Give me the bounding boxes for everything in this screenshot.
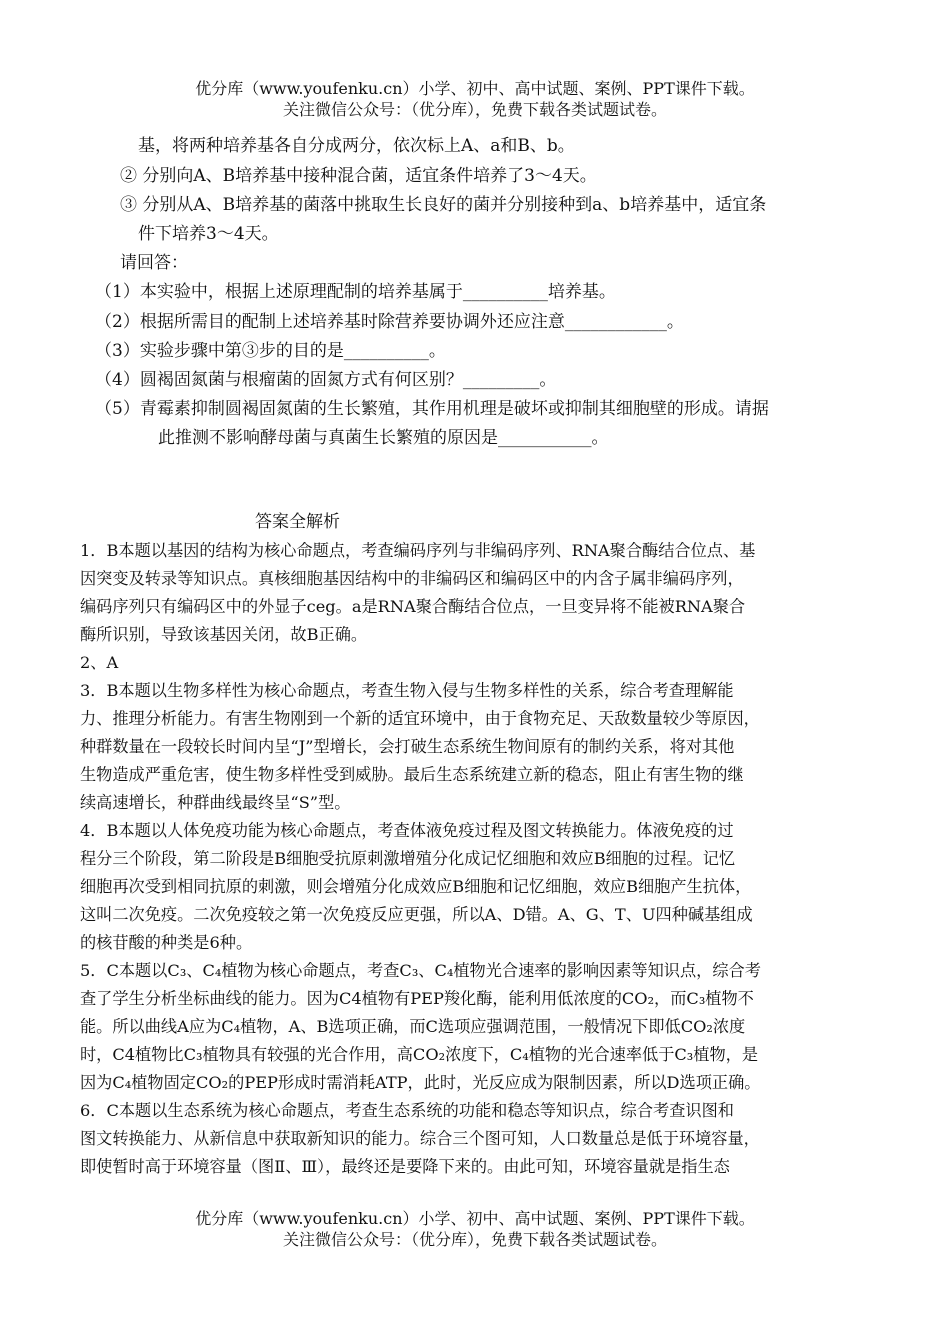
answer-line: 种群数量在一段较长时间内呈“J”型增长，会打破生态系统生物间原有的制约关系，将对其他 <box>80 737 735 756</box>
answer-line: 的核苷酸的种类是6种。 <box>80 933 253 952</box>
question-item-4: （4）圆褐固氮菌与根瘤菌的固氮方式有何区别？_________。 <box>95 370 557 390</box>
answer-line: 因为C₄植物固定CO₂的PEP形成时需消耗ATP，此时，光反应成为限制因素，所以D选项正确。 <box>80 1073 761 1092</box>
answer-line: 这叫二次免疫。二次免疫较之第一次免疫反应更强，所以A、D错。A、G、T、U四种碱基组成 <box>80 905 753 924</box>
footer-line-1: 优分库（www.youfenku.cn）小学、初中、高中试题、案例、PPT课件下载。 <box>195 1209 755 1228</box>
question-line: 此推测不影响酵母菌与真菌生长繁殖的原因是___________。 <box>158 428 609 448</box>
answers-title: 答案全解析 <box>255 512 340 532</box>
answer-line: 4．B本题以人体免疫功能为核心命题点，考查体液免疫过程及图文转换能力。体液免疫的过 <box>80 821 734 840</box>
question-item-2: （2）根据所需目的配制上述培养基时除营养要协调外还应注意____________。 <box>95 312 684 332</box>
answer-line: 1．B本题以基因的结构为核心命题点，考查编码序列与非编码序列、RNA聚合酶结合位点、基 <box>80 541 756 560</box>
header-line-1: 优分库（www.youfenku.cn）小学、初中、高中试题、案例、PPT课件下载。 <box>195 79 755 98</box>
answer-line: 2、A <box>80 653 119 672</box>
question-step-3: ③ 分别从A、B培养基的菌落中挑取生长良好的菌并分别接种到a、b培养基中，适宜条 <box>120 195 767 215</box>
answer-line: 细胞再次受到相同抗原的刺激，则会增殖分化成效应B细胞和记忆细胞，效应B细胞产生抗体， <box>80 877 752 896</box>
answer-line: 程分三个阶段，第二阶段是B细胞受抗原刺激增殖分化成记忆细胞和效应B细胞的过程。记忆 <box>80 849 736 868</box>
answer-line: 图文转换能力、从新信息中获取新知识的能力。综合三个图可知，人口数量总是低于环境容量， <box>80 1129 760 1148</box>
answer-line: 3．B本题以生物多样性为核心命题点，考查生物入侵与生物多样性的关系，综合考查理解能 <box>80 681 734 700</box>
question-prompt: 请回答： <box>120 253 188 273</box>
footer-line-2: 关注微信公众号：（优分库），免费下载各类试题试卷。 <box>282 1230 667 1249</box>
answer-line: 6．C本题以生态系统为核心命题点，考查生态系统的功能和稳态等知识点，综合考查识图和 <box>80 1101 734 1120</box>
question-item-5: （5）青霉素抑制圆褐固氮菌的生长繁殖，其作用机理是破坏或抑制其细胞壁的形成。请据 <box>95 399 769 419</box>
answer-line: 生物造成严重危害，使生物多样性受到威胁。最后生态系统建立新的稳态，阻止有害生物的继 <box>80 765 744 784</box>
answer-line: 因突变及转录等知识点。真核细胞基因结构中的非编码区和编码区中的内含子属非编码序列， <box>80 569 744 588</box>
question-line: 基，将两种培养基各自分成两分，依次标上A、a和B、b。 <box>138 136 575 156</box>
answer-line: 5．C本题以C₃、C₄植物为核心命题点，考查C₃、C₄植物光合速率的影响因素等知识点，综合考 <box>80 961 761 980</box>
answer-line: 编码序列只有编码区中的外显子ceg。a是RNA聚合酶结合位点，一旦变异将不能被RNA聚合 <box>80 597 746 616</box>
answer-line: 时，C4植物比C₃植物具有较强的光合作用，高CO₂浓度下，C₄植物的光合速率低于C₃植物，是 <box>80 1045 759 1064</box>
answer-line: 即使暂时高于环境容量（图Ⅱ、Ⅲ），最终还是要降下来的。由此可知，环境容量就是指生态 <box>80 1157 730 1176</box>
question-line: 件下培养3～4天。 <box>138 224 279 244</box>
answer-line: 查了学生分析坐标曲线的能力。因为C4植物有PEP羧化酶，能利用低浓度的CO₂，而C₃植物不 <box>80 989 754 1008</box>
question-step-2: ② 分别向A、B培养基中接种混合菌，适宜条件培养了3～4天。 <box>120 166 597 186</box>
question-item-3: （3）实验步骤中第③步的目的是__________。 <box>95 341 446 361</box>
header-line-2: 关注微信公众号：（优分库），免费下载各类试题试卷。 <box>282 100 667 119</box>
answer-line: 能。所以曲线A应为C₄植物，A、B选项正确，而C选项应强调范围，一般情况下即低CO₂浓度 <box>80 1017 746 1036</box>
question-item-1: （1）本实验中，根据上述原理配制的培养基属于__________培养基。 <box>95 282 616 302</box>
answer-line: 力、推理分析能力。有害生物刚到一个新的适宜环境中，由于食物充足、天敌数量较少等原因， <box>80 709 760 728</box>
answer-line: 续高速增长，种群曲线最终呈“S”型。 <box>80 793 351 812</box>
answer-line: 酶所识别，导致该基因关闭，故B正确。 <box>80 625 368 644</box>
